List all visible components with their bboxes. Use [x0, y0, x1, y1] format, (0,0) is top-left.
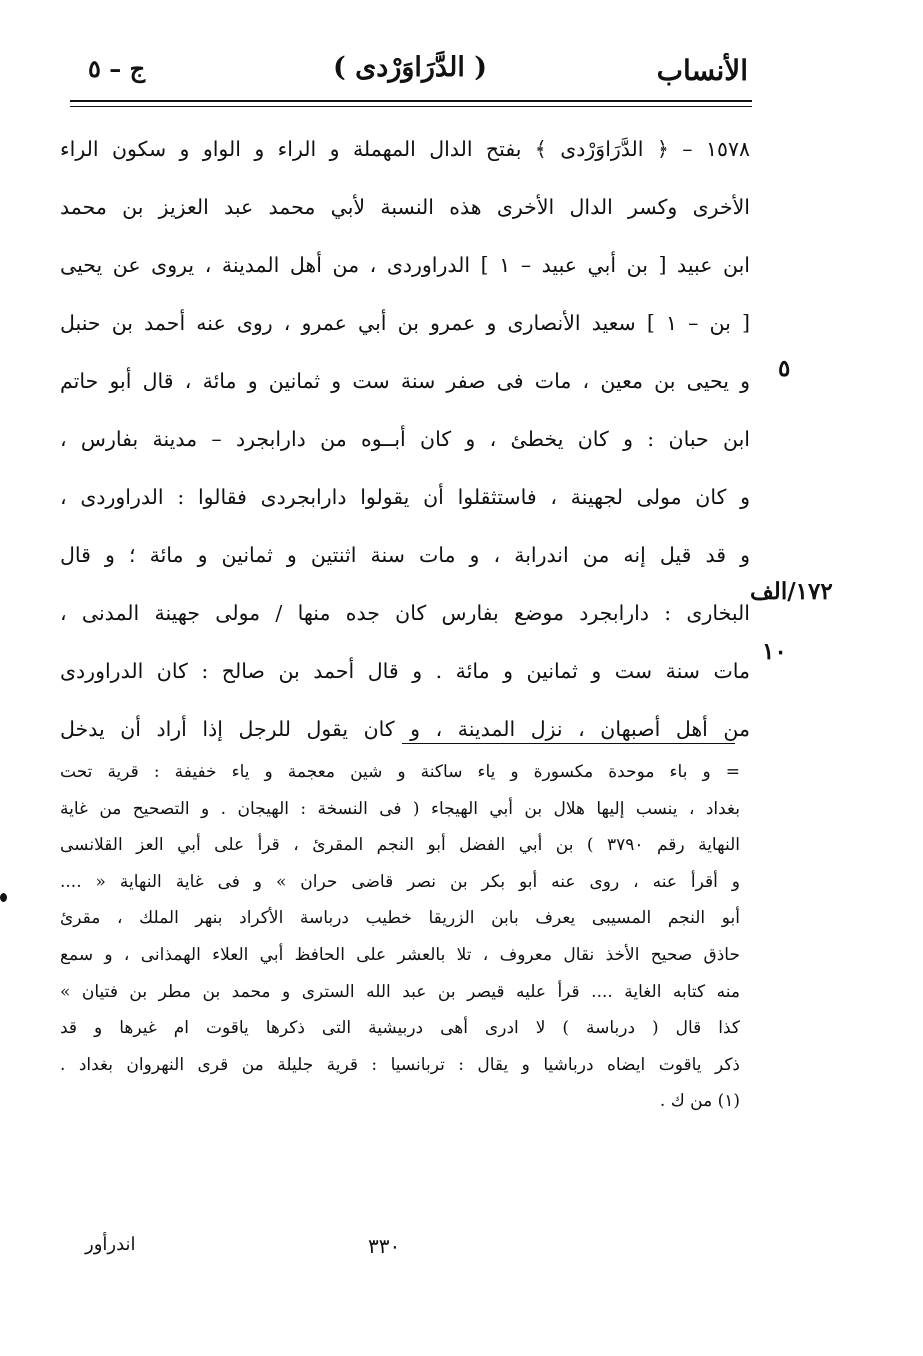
text-line-2: الأخرى وكسر الدال الأخرى هذه النسبة لأبي محمد عبد العزيز بن محمد [60, 195, 750, 219]
line-number-5: ٥ [778, 355, 791, 382]
text-line-1: ١٥٧٨ – ﴿ الدَّرَاوَرْدى ﴾ بفتح الدال المهملة و الراء و الواو و سكون الراء [60, 137, 750, 161]
footnote-line-3: النهاية رقم ٣٧٩٠ ) بن أبي الفضل أبو النجم المقرئ ، قرأ على أبي العز القلانسى [60, 835, 740, 856]
signature-mark: اندرأور [85, 1234, 136, 1255]
text-line-11: من أهل أصبهان ، نزل المدينة ، و كان يقول للرجل إذا أراد أن يدخل [60, 717, 750, 741]
running-header [70, 48, 750, 96]
main-text [60, 120, 750, 758]
footnote-line-4: و أقرأ عنه ، روى عنه أبو بكر بن نصر قاضى حران » و فى غاية النهاية « .... [60, 871, 740, 892]
text-line-10: مات سنة ست و ثمانين و مائة . و قال أحمد بن صالح : كان الدراوردى [60, 659, 750, 683]
book-title: الأنساب [656, 54, 748, 87]
header-rule-thin [70, 106, 752, 107]
text-line-7: و كان مولى لجهينة ، فاستثقلوا أن يقولوا دارابجردى فقالوا : الدراوردى ، [60, 485, 750, 509]
text-line-8: و قد قيل إنه من اندرابة ، و مات سنة اثنتين و ثمانين و مائة ؛ و قال [60, 543, 750, 567]
text-line-5: و يحيى بن معين ، مات فى صفر سنة ست و ثمانين و مائة ، قال أبو حاتم [60, 369, 750, 393]
page-number: ٣٣٠ [368, 1234, 401, 1258]
text-line-3: ابن عبيد [ بن أبي عبيد – ١ ] الدراوردى ، من أهل المدينة ، يروى عن يحيى [60, 253, 750, 277]
text-line-4: [ بن – ١ ] سعيد الأنصارى و عمرو بن أبي عمرو ، روى عنه أحمد بن حنبل [60, 311, 751, 335]
footnote-line-6: حاذق صحيح الأخذ نقال معروف ، تلا بالعشر على الحافظ أبي العلاء الهمذانى ، و سمع [60, 944, 740, 965]
footnote-line-8: كذا قال ( درباسة ) لا ادرى أهى دربيشية التى ذكرها ياقوت ام غيرها و قد [60, 1018, 740, 1039]
footnote-line-1: = و باء موحدة مكسورة و ياء ساكنة و شين معجمة و ياء خفيفة : قرية تحت [60, 762, 740, 782]
footnote-line-9: ذكر ياقوت ايضاه درباشيا و يقال : تربانسيا : قرية جليلة من قرى النهروان بغداد . [60, 1054, 740, 1075]
margin-dot [0, 893, 7, 902]
text-line-6: ابن حبان : و كان يخطئ ، و كان أبــوه من دارابجرد – مدينة بفارس ، [60, 427, 750, 451]
footnote-line-2: بغداد ، ينسب إليها هلال بن أبي الهيجاء ( فى النسخة : الهيجان . و التصحيح من غاية [60, 798, 740, 819]
header-rule-thick [70, 100, 752, 102]
footnote-rule [402, 743, 735, 744]
folio-marker: ١٧٢/الف [750, 578, 833, 605]
footnote-line-5: أبو النجم المسيبى يعرف بابن الزريقا خطيب درباسة الأكراد بنهر الملك ، مقرئ [60, 908, 740, 929]
entry-title: ( الدَّرَاوَرْدى ) [332, 52, 488, 83]
footnote-line-7: منه كتابه الغاية .... قرأ عليه قيصر بن عبد الله السترى و محمد بن مطر بن فتيان » [60, 981, 740, 1002]
line-number-10: ١٠ [762, 638, 787, 665]
volume-number: ج – ٥ [88, 54, 146, 83]
footnote-line-10: (١) من ك . [659, 1091, 740, 1112]
text-line-9: البخارى : دارابجرد موضع بفارس كان جده منها / مولى جهينة المدنى ، [60, 601, 750, 625]
footnotes [60, 754, 740, 1120]
